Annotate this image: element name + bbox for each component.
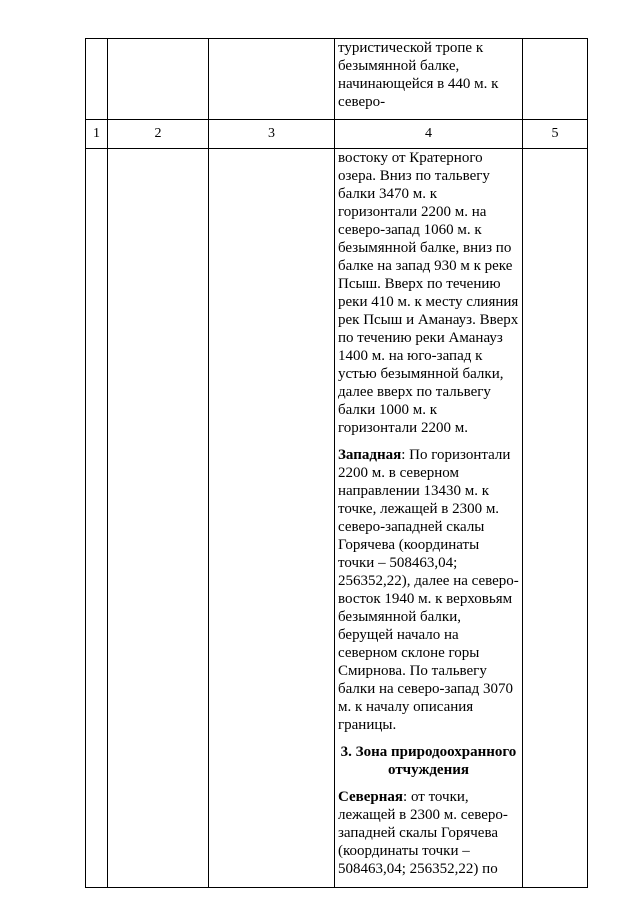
cell-col1 [86,39,108,120]
column-number-3: 3 [209,120,335,149]
continuation-text: туристической тропе к безымянной балке, начинающейся в 440 м. к северо- [338,40,499,110]
boundary-paragraph-west [338,446,519,734]
column-number-row [86,120,588,149]
column-number-1: 1 [86,120,108,149]
section-heading: 3. Зона природоохранного отчуждения [340,744,517,778]
table-row-main [86,149,588,888]
cell-col3 [209,149,335,888]
cell-col4 [335,39,523,120]
north-label: Северная [338,789,404,805]
cell-col2 [108,149,209,888]
cell-col5 [523,149,588,888]
document-table [85,38,588,888]
west-text: : По горизонтали 2200 м. в северном направлении 13430 м. к точке, лежащей в 2300 м. северо-западней скалы Горячева (координаты точки – 508463,04; 256352,22), далее на северо-восток 1940 м. к верховьям безымянной балки, берущей начало на северном склоне горы Смирнова. По тальвегу балки на северо-запад 3070 м. к началу описания границы. [338,447,519,733]
boundary-paragraph-east-end: востоку от Кратерного озера. Вниз по тальвегу балки 3470 м. к горизонтали 2200 м. на северо-запад 1060 м. к безымянной балке, вниз по балке на запад 930 м к реке Псыш. Вверх по течению реки 410 м. к месту слияния рек Псыш и Аманауз. Вверх по течению реки Аманауз 1400 м. на юго-запад к устью безымянной балки, далее вверх по тальвегу балки 1000 м. к горизонтали 2200 м. [338,150,519,436]
column-number-5: 5 [523,120,588,149]
table-row-continuation [86,39,588,120]
cell-col4-boundary-description [335,149,523,888]
boundary-paragraph-north [338,788,519,878]
column-number-2: 2 [108,120,209,149]
column-number-4: 4 [335,120,523,149]
west-label: Западная [338,447,402,463]
cell-col1 [86,149,108,888]
cell-col2 [108,39,209,120]
cell-col3 [209,39,335,120]
north-text: : от точки, лежащей в 2300 м. северо-западней скалы Горячева (координаты точки – 508463,04; 256352,22) по [338,789,508,877]
cell-col5 [523,39,588,120]
